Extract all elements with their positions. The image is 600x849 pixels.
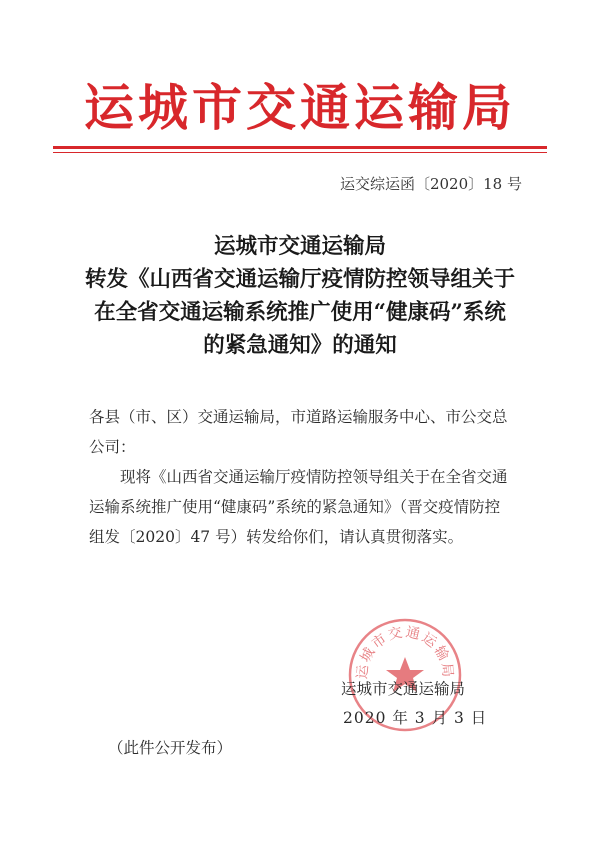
body-paragraph-line: 现将《山西省交通运输厅疫情防控领导组关于在全省交通 (120, 468, 508, 486)
body-paragraph-line: 组发〔2020〕47 号）转发给你们，请认真贯彻落实。 (89, 528, 464, 546)
title-line: 转发《山西省交通运输厅疫情防控领导组关于 (84, 267, 515, 292)
letterhead-rule-thin (53, 152, 547, 153)
recipients-line: 公司： (89, 438, 136, 456)
body-paragraph-line: 运输系统推广使用“健康码”系统的紧急通知》（晋交疫情防控 (89, 498, 501, 516)
signature-date: 2020 年 3 月 3 日 (343, 709, 488, 727)
title-line: 的紧急通知》的通知 (203, 333, 397, 358)
seal-arc-text: 运城市交通运输局 (354, 624, 456, 680)
document-number: 运交综运函〔2020〕18 号 (339, 175, 522, 193)
publish-note: （此件公开发布） (108, 739, 233, 757)
document-title (60, 230, 540, 362)
signature-organization: 运城市交通运输局 (341, 680, 466, 698)
letterhead-rule-thick (53, 146, 547, 149)
letterhead-title: 运城市交通运输局 (84, 78, 516, 137)
title-line: 在全省交通运输系统推广使用“健康码”系统 (94, 300, 506, 325)
document-body (89, 402, 529, 552)
recipients-line: 各县（市、区）交通运输局，市道路运输服务中心、市公交总 (89, 408, 508, 426)
title-line: 运城市交通运输局 (213, 234, 386, 259)
